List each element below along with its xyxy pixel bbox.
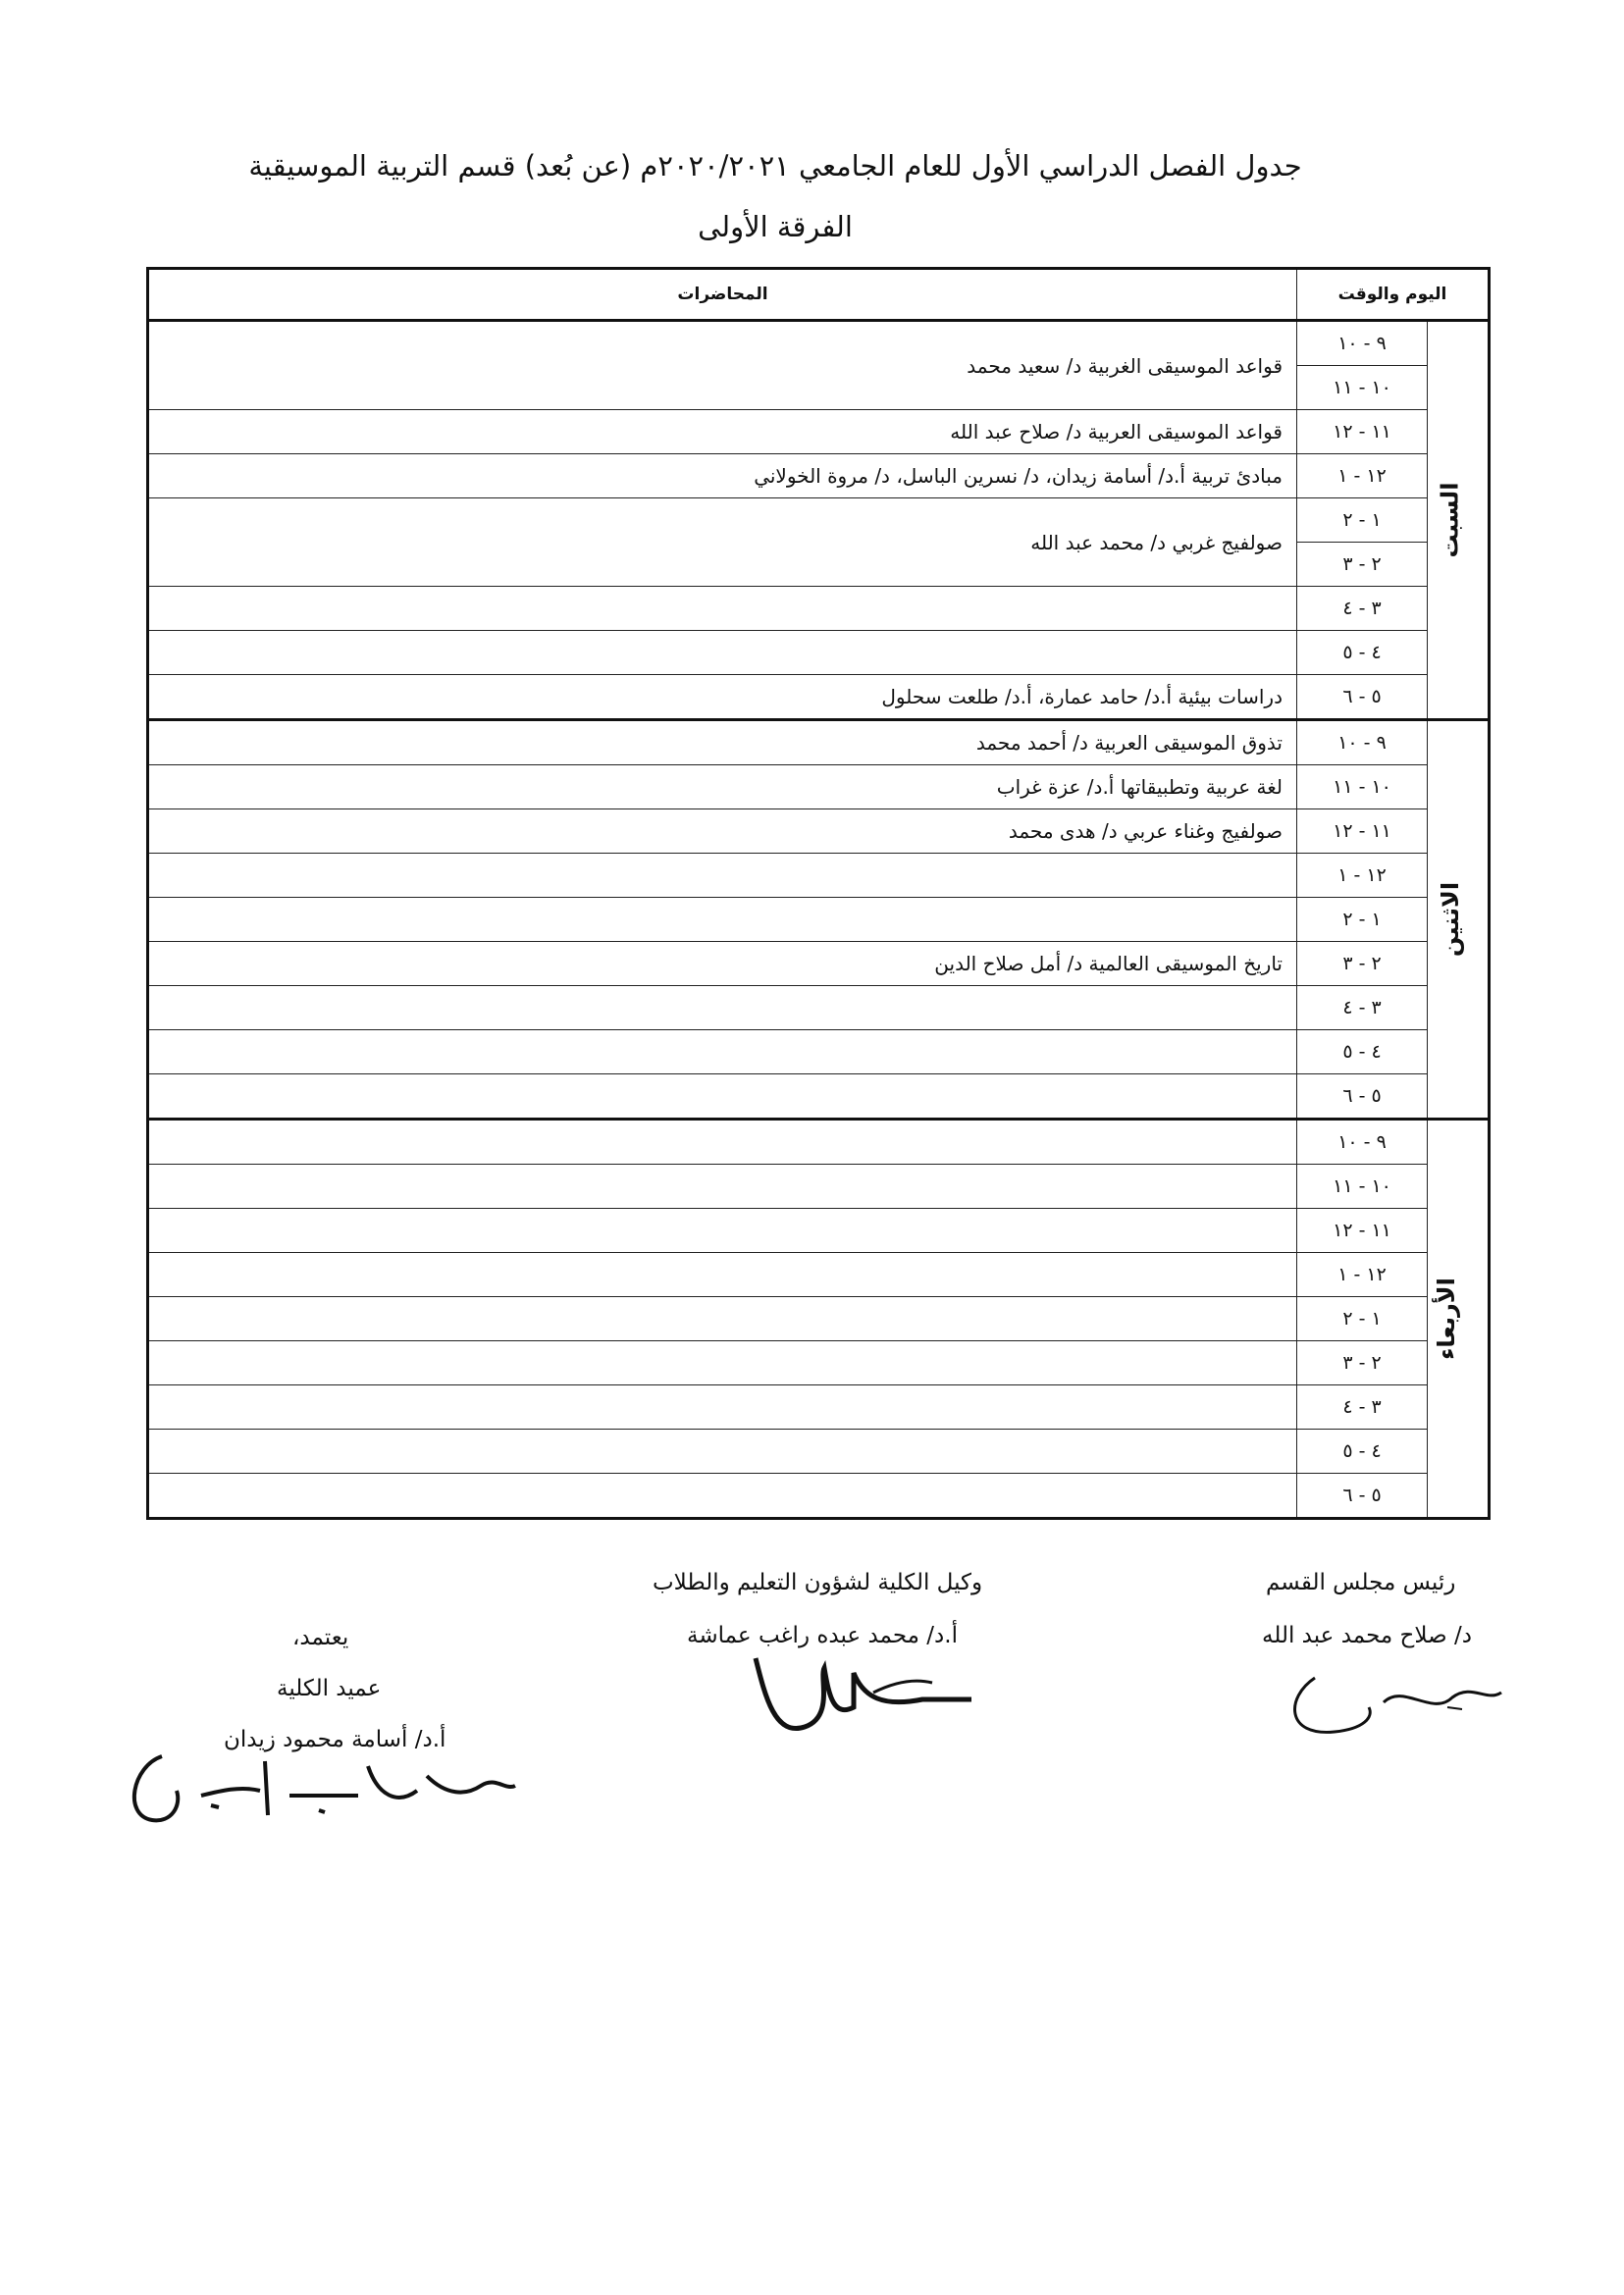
lecture-cell: قواعد الموسيقى العربية د/ صلاح عبد الله xyxy=(148,410,1297,454)
lecture-cell xyxy=(148,631,1297,675)
table-row xyxy=(148,1385,1490,1430)
lecture-cell: تذوق الموسيقى العربية د/ أحمد محمد xyxy=(148,720,1297,765)
table-row xyxy=(148,1209,1490,1253)
time-slot: ٣ - ٤ xyxy=(1297,587,1428,631)
document-title: جدول الفصل الدراسي الأول للعام الجامعي ٢٠٢٠/٢٠٢١م (عن بُعد) قسم التربية الموسيقية xyxy=(248,149,1302,183)
header-day-time: اليوم والوقت xyxy=(1297,269,1490,321)
time-slot: ١١ - ١٢ xyxy=(1297,809,1428,854)
lecture-cell xyxy=(148,1209,1297,1253)
lecture-cell xyxy=(148,1474,1297,1519)
dean-title: عميد الكلية xyxy=(277,1676,382,1701)
dept-head-title: رئيس مجلس القسم xyxy=(1266,1570,1456,1595)
time-slot: ١٢ - ١ xyxy=(1297,854,1428,898)
time-slot: ٤ - ٥ xyxy=(1297,1030,1428,1074)
time-slot: ٢ - ٣ xyxy=(1297,1341,1428,1385)
table-row xyxy=(148,498,1490,543)
day-name: السبت xyxy=(1436,482,1464,558)
schedule-table xyxy=(146,267,1491,1520)
table-row xyxy=(148,765,1490,809)
time-slot: ١٢ - ١ xyxy=(1297,454,1428,498)
table-row xyxy=(148,454,1490,498)
table-row xyxy=(148,809,1490,854)
lecture-cell: قواعد الموسيقى الغربية د/ سعيد محمد xyxy=(148,321,1297,410)
dean-name: أ.د/ أسامة محمود زيدان xyxy=(224,1727,446,1752)
lecture-cell xyxy=(148,1120,1297,1165)
document-subtitle: الفرقة الأولى xyxy=(698,210,853,243)
time-slot: ١١ - ١٢ xyxy=(1297,1209,1428,1253)
time-slot: ٥ - ٦ xyxy=(1297,1074,1428,1120)
lecture-cell xyxy=(148,1341,1297,1385)
time-slot: ٩ - ١٠ xyxy=(1297,1120,1428,1165)
table-row xyxy=(148,898,1490,942)
time-slot: ٤ - ٥ xyxy=(1297,631,1428,675)
time-slot: ٢ - ٣ xyxy=(1297,543,1428,587)
time-slot: ٥ - ٦ xyxy=(1297,1474,1428,1519)
lecture-cell xyxy=(148,1165,1297,1209)
table-row xyxy=(148,1253,1490,1297)
day-name: الاثنين xyxy=(1436,881,1464,958)
time-slot: ١٠ - ١١ xyxy=(1297,366,1428,410)
vice-dean-title: وكيل الكلية لشؤون التعليم والطلاب xyxy=(653,1570,983,1595)
table-row xyxy=(148,675,1490,720)
time-slot: ١١ - ١٢ xyxy=(1297,410,1428,454)
table-row xyxy=(148,631,1490,675)
time-slot: ٤ - ٥ xyxy=(1297,1430,1428,1474)
time-slot: ١٠ - ١١ xyxy=(1297,765,1428,809)
lecture-cell: لغة عربية وتطبيقاتها أ.د/ عزة غراب xyxy=(148,765,1297,809)
table-row xyxy=(148,410,1490,454)
lecture-cell: صولفيج غربي د/ محمد عبد الله xyxy=(148,498,1297,587)
table-row xyxy=(148,1120,1490,1165)
dept-head-name: د/ صلاح محمد عبد الله xyxy=(1262,1623,1472,1648)
day-label xyxy=(1428,720,1490,1120)
lecture-cell xyxy=(148,898,1297,942)
table-row xyxy=(148,1297,1490,1341)
day-label xyxy=(1428,321,1490,720)
table-row xyxy=(148,1474,1490,1519)
lecture-cell xyxy=(148,854,1297,898)
lecture-cell xyxy=(148,1253,1297,1297)
day-label xyxy=(1428,1120,1490,1519)
table-row xyxy=(148,1074,1490,1120)
lecture-cell: تاريخ الموسيقى العالمية د/ أمل صلاح الدين xyxy=(148,942,1297,986)
time-slot: ٣ - ٤ xyxy=(1297,1385,1428,1430)
lecture-cell xyxy=(148,1074,1297,1120)
time-slot: ١ - ٢ xyxy=(1297,498,1428,543)
time-slot: ١ - ٢ xyxy=(1297,1297,1428,1341)
lecture-cell xyxy=(148,587,1297,631)
table-row xyxy=(148,587,1490,631)
lecture-cell xyxy=(148,1030,1297,1074)
lecture-cell: صولفيج وغناء عربي د/ هدى محمد xyxy=(148,809,1297,854)
time-slot: ٩ - ١٠ xyxy=(1297,720,1428,765)
vice-dean-name: أ.د/ محمد عبده راغب عماشة xyxy=(687,1623,958,1648)
time-slot: ٣ - ٤ xyxy=(1297,986,1428,1030)
lecture-cell: دراسات بيئية أ.د/ حامد عمارة، أ.د/ طلعت سحلول xyxy=(148,675,1297,720)
table-row xyxy=(148,1341,1490,1385)
time-slot: ٥ - ٦ xyxy=(1297,675,1428,720)
lecture-cell xyxy=(148,1385,1297,1430)
time-slot: ٩ - ١٠ xyxy=(1297,321,1428,366)
header-lectures: المحاضرات xyxy=(148,269,1297,321)
dept-head-signature xyxy=(1276,1658,1521,1756)
lecture-cell xyxy=(148,1297,1297,1341)
table-row xyxy=(148,1165,1490,1209)
table-row xyxy=(148,942,1490,986)
lecture-cell xyxy=(148,986,1297,1030)
time-slot: ١٢ - ١ xyxy=(1297,1253,1428,1297)
table-row xyxy=(148,720,1490,765)
table-row xyxy=(148,1030,1490,1074)
lecture-cell xyxy=(148,1430,1297,1474)
table-row xyxy=(148,854,1490,898)
approved-label: يعتمد، xyxy=(292,1625,349,1650)
lecture-cell: مبادئ تربية أ.د/ أسامة زيدان، د/ نسرين الباسل، د/ مروة الخولاني xyxy=(148,454,1297,498)
vice-dean-signature xyxy=(726,1639,981,1747)
time-slot: ١٠ - ١١ xyxy=(1297,1165,1428,1209)
table-row xyxy=(148,986,1490,1030)
table-row xyxy=(148,1430,1490,1474)
schedule-body xyxy=(148,321,1490,1519)
time-slot: ١ - ٢ xyxy=(1297,898,1428,942)
time-slot: ٢ - ٣ xyxy=(1297,942,1428,986)
day-name: الأربعاء xyxy=(1433,1278,1461,1360)
table-row xyxy=(148,321,1490,366)
dean-handwritten-signature xyxy=(93,1737,525,1845)
